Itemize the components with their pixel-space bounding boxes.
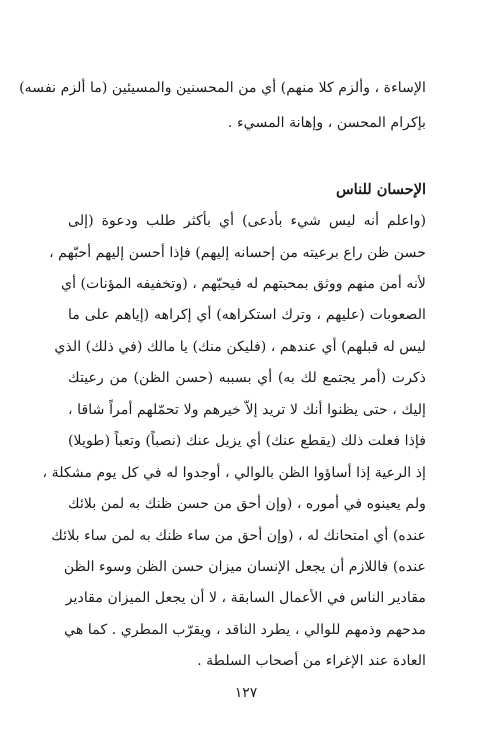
body-line-3: لأنه أمن منهم ووثق بمحبتهم له فيحبّهم ، (وتخفيفه المؤنات) أي bbox=[60, 276, 426, 292]
intro-line-1: الإساءة ، وألزم كلا منهم) أي من المحسنين والمسيئين (ما ألزم نفسه) bbox=[19, 80, 426, 96]
body-line-2: حسن ظن راع برعيته من إحسانه إليهم) فإذا أحسن إليهم أحبّهم ، bbox=[49, 245, 426, 261]
body-line-4: الصعوبات (عليهم ، وترك استكراهه) أي إكراهه (إياهم على ما bbox=[68, 307, 426, 323]
body-line-14: مدحهم وذمهم للوالي ، يطرد الناقد ، ويقرّب المطري . كما هي bbox=[64, 622, 426, 638]
body-line-5: ليس له قبلهم) أي عندهم ، (فليكن منك) يا مالك (في ذلك) الذي bbox=[54, 339, 426, 355]
body-line-8: فإذا فعلت ذلك (يقطع عنك) أي يزيل عنك (نصباً) وتعباً (طويلا) bbox=[68, 433, 426, 449]
body-line-9: إذ الرعية إذا أساؤوا الظن بالوالي ، أوجدوا له في كل يوم مشكلة ، bbox=[42, 465, 426, 481]
body-line-13: مقادير الناس في الأعمال السابقة ، لا أن يجعل الميزان مقادير bbox=[65, 590, 426, 606]
body-line-7: إليك ، حتى يظنوا أنك لا تريد إلاّ خيرهم ولا تحمّلهم أمراً شاقا ، bbox=[68, 402, 426, 418]
section-heading: الإحسان للناس bbox=[335, 181, 426, 198]
body-line-1: (واعلم أنه ليس شيء بأدعى) أي بأكثر طلب ودعوة (إلى bbox=[68, 213, 426, 229]
body-line-12: عنده) فاللازم أن يجعل الإنسان ميزان حسن الظن وسوء الظن bbox=[63, 559, 426, 575]
page-number: ١٢٧ bbox=[234, 685, 258, 701]
body-line-15: العادة عند الإغراء من أصحاب السلطة . bbox=[197, 653, 426, 669]
body-line-6: ذكرت (أمر يجتمع لك به) أي بسببه (حسن الظن) من رعيتك bbox=[68, 370, 426, 386]
body-line-11: عنده) أي امتحانك له ، (وإن أحق من ساء ظنك به لمن ساء بلائك bbox=[51, 528, 426, 544]
body-line-10: ولم يعينوه في أموره ، (وإن أحق من حسن ظنك به لمن بلائك bbox=[68, 496, 426, 512]
intro-line-2: بإكرام المحسن ، وإهانة المسيء . bbox=[227, 115, 426, 131]
